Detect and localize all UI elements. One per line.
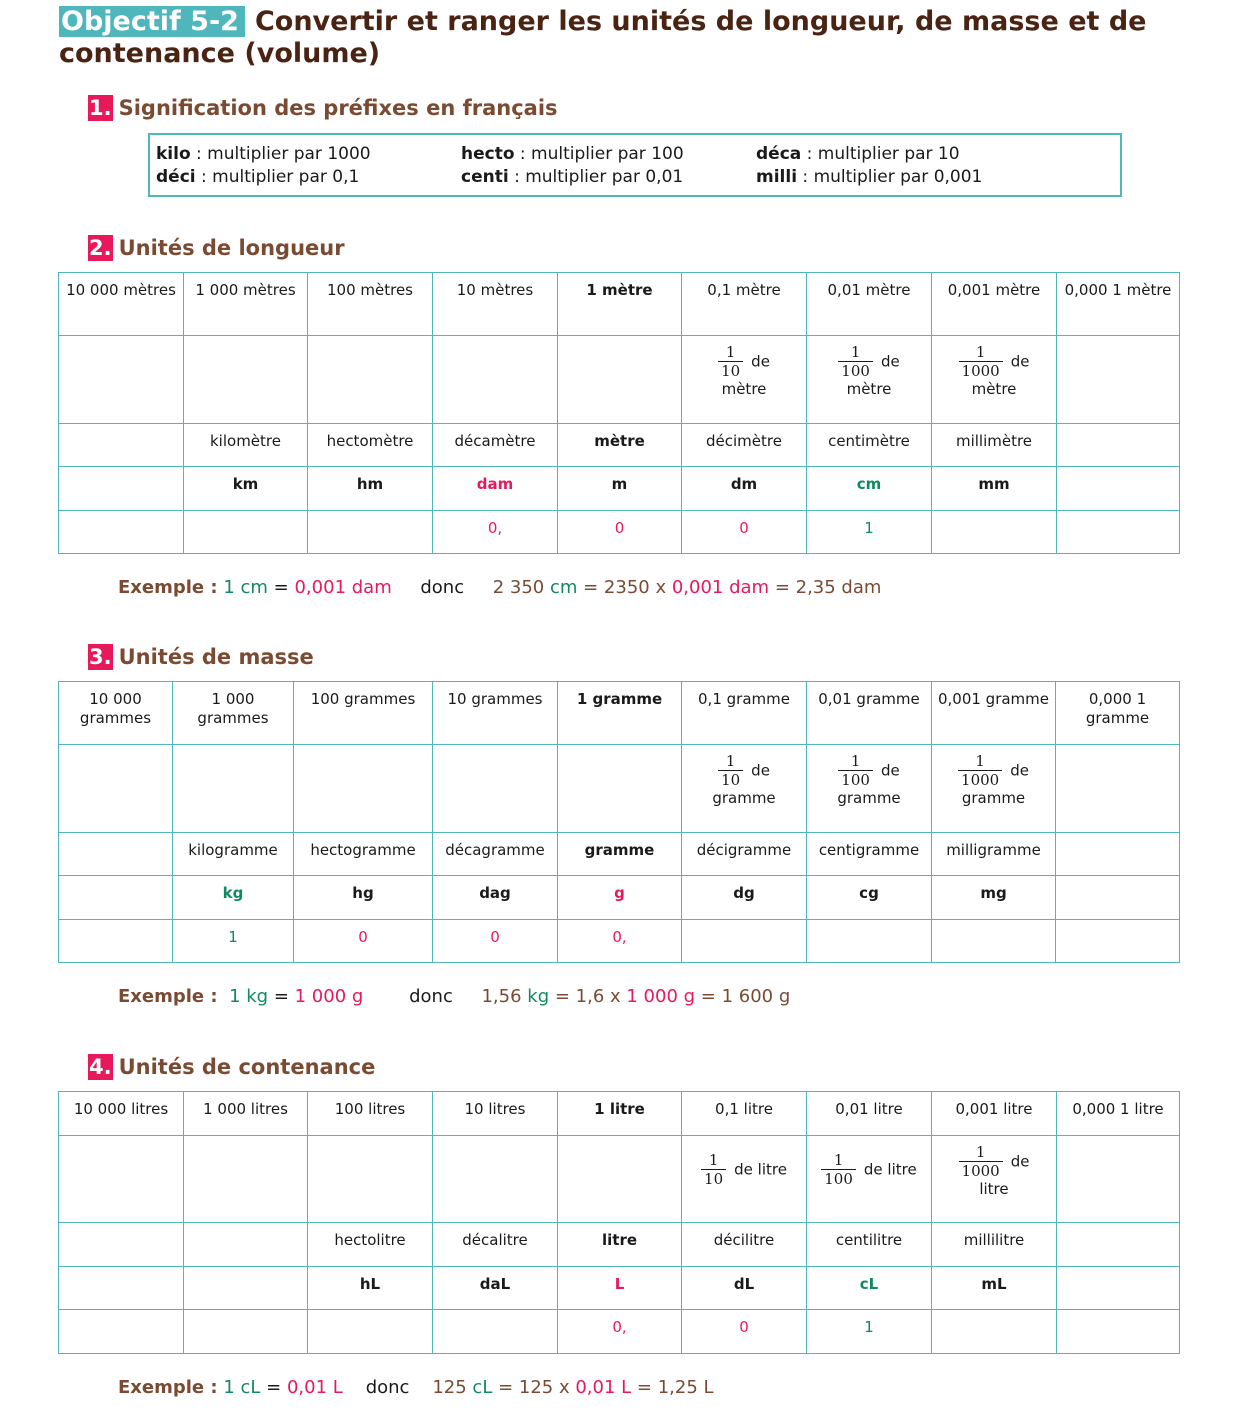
unit-name-cell: millimètre <box>932 424 1057 467</box>
unit-symbol-cell: dag <box>433 876 558 920</box>
fraction-cell: $\frac{1}{100}$ de mètre <box>807 336 932 424</box>
fraction-cell: $\frac{1}{10}$ de gramme <box>682 745 807 833</box>
unit-name-cell: milligramme <box>932 833 1056 876</box>
section-number: 4. <box>89 1055 112 1079</box>
value-cell: 100 litres <box>308 1092 433 1136</box>
digit-cell: 1 <box>807 1310 932 1354</box>
value-cell: 0,001 gramme <box>932 682 1056 745</box>
value-cell: 0,1 gramme <box>682 682 807 745</box>
value-cell: 1 litre <box>558 1092 682 1136</box>
table-row <box>59 682 1180 745</box>
unit-symbol-cell: cL <box>807 1267 932 1310</box>
table-row <box>59 1310 1180 1354</box>
table-row <box>59 1092 1180 1136</box>
unit-symbol-cell: hm <box>308 467 433 511</box>
unit-name-cell: mètre <box>558 424 682 467</box>
table-row <box>59 1223 1180 1267</box>
unit-name-cell: décagramme <box>433 833 558 876</box>
digit-cell: 1 <box>807 511 932 554</box>
value-cell: 1 000 litres <box>184 1092 308 1136</box>
example-length: Exemple : 1 cm = 0,001 dam donc 2 350 cm = 2350 x 0,001 dam = 2,35 dam <box>118 577 882 598</box>
unit-name-cell: centigramme <box>807 833 932 876</box>
value-cell: 0,000 1 litre <box>1057 1092 1180 1136</box>
digit-cell: 0 <box>294 920 433 963</box>
unit-symbol-cell: kg <box>173 876 294 920</box>
value-cell: 10 000 grammes <box>59 682 173 745</box>
unit-name-cell: kilomètre <box>184 424 308 467</box>
value-cell: 0,1 mètre <box>682 273 807 336</box>
unit-symbol-cell: cm <box>807 467 932 511</box>
digit-cell: 0, <box>558 920 682 963</box>
value-cell: 1 mètre <box>558 273 682 336</box>
fraction-cell: $\frac{1}{1000}$ de litre <box>932 1136 1057 1223</box>
value-cell: 10 mètres <box>433 273 558 336</box>
section-title: Signification des préfixes en français <box>118 96 558 120</box>
fraction-cell: $\frac{1}{100}$ de litre <box>807 1136 932 1223</box>
prefix-centi: centi : multiplier par 0,01 <box>461 167 684 187</box>
fraction-cell: $\frac{1}{100}$ de gramme <box>807 745 932 833</box>
unit-symbol-cell: g <box>558 876 682 920</box>
unit-name-cell: décalitre <box>433 1223 558 1267</box>
value-cell: 0,01 gramme <box>807 682 932 745</box>
unit-symbol-cell: mm <box>932 467 1057 511</box>
unit-symbol-cell: km <box>184 467 308 511</box>
value-cell: 100 grammes <box>294 682 433 745</box>
page-title <box>59 6 1199 70</box>
example-capacity: Exemple : 1 cL = 0,01 L donc 125 cL = 125 x 0,01 L = 1,25 L <box>118 1377 714 1398</box>
table-row <box>59 273 1180 336</box>
unit-name-cell: hectolitre <box>308 1223 433 1267</box>
table-row <box>59 467 1180 511</box>
fraction-cell: $\frac{1}{1000}$ de mètre <box>932 336 1057 424</box>
section-heading-capacity <box>88 1053 375 1081</box>
fraction-cell: $\frac{1}{10}$ de litre <box>682 1136 807 1223</box>
page-title-text: Convertir et ranger les unités de longueur, de masse et de contenance (volume) <box>59 6 1147 69</box>
unit-symbol-cell: dg <box>682 876 807 920</box>
prefix-hecto: hecto : multiplier par 100 <box>461 144 684 164</box>
unit-symbol-cell: hL <box>308 1267 433 1310</box>
fraction-cell: $\frac{1}{1000}$ de gramme <box>932 745 1056 833</box>
digit-cell: 0 <box>682 1310 807 1354</box>
unit-name-cell: gramme <box>558 833 682 876</box>
value-cell: 10 litres <box>433 1092 558 1136</box>
value-cell: 10 grammes <box>433 682 558 745</box>
unit-name-cell: centilitre <box>807 1223 932 1267</box>
value-cell: 1 gramme <box>558 682 682 745</box>
prefix-milli: milli : multiplier par 0,001 <box>756 167 983 187</box>
value-cell: 10 000 mètres <box>59 273 184 336</box>
prefix-deca: déca : multiplier par 10 <box>756 144 960 164</box>
mass-table <box>58 681 1180 963</box>
unit-name-cell: millilitre <box>932 1223 1057 1267</box>
section-title: Unités de masse <box>118 645 314 669</box>
digit-cell: 0 <box>682 511 807 554</box>
digit-cell: 1 <box>173 920 294 963</box>
prefix-box <box>148 133 1122 197</box>
unit-symbol-cell: daL <box>433 1267 558 1310</box>
unit-symbol-cell: hg <box>294 876 433 920</box>
section-heading-length <box>88 234 345 262</box>
unit-name-cell: décimètre <box>682 424 807 467</box>
digit-cell: 0 <box>558 511 682 554</box>
table-row <box>59 511 1180 554</box>
unit-symbol-cell: cg <box>807 876 932 920</box>
table-row <box>59 876 1180 920</box>
unit-name-cell: décigramme <box>682 833 807 876</box>
section-number: 3. <box>89 645 112 669</box>
unit-symbol-cell: m <box>558 467 682 511</box>
digit-cell: 0, <box>558 1310 682 1354</box>
unit-symbol-cell: mg <box>932 876 1056 920</box>
unit-name-cell: centimètre <box>807 424 932 467</box>
unit-name-cell: hectomètre <box>308 424 433 467</box>
digit-cell: 0, <box>433 511 558 554</box>
table-row <box>59 1136 1180 1223</box>
table-row <box>59 1267 1180 1310</box>
unit-name-cell: hectogramme <box>294 833 433 876</box>
value-cell: 0,01 mètre <box>807 273 932 336</box>
unit-name-cell: décamètre <box>433 424 558 467</box>
value-cell: 0,1 litre <box>682 1092 807 1136</box>
unit-name-cell: litre <box>558 1223 682 1267</box>
fraction-cell: $\frac{1}{10}$ de mètre <box>682 336 807 424</box>
prefix-deci: déci : multiplier par 0,1 <box>156 167 360 187</box>
table-row <box>59 424 1180 467</box>
section-heading-mass <box>88 643 314 671</box>
unit-symbol-cell: dam <box>433 467 558 511</box>
section-heading-prefixes <box>88 94 558 122</box>
table-row <box>59 745 1180 833</box>
unit-symbol-cell: dm <box>682 467 807 511</box>
objective-badge: Objectif 5-2 <box>59 6 245 37</box>
section-title: Unités de longueur <box>118 236 345 260</box>
length-table <box>58 272 1180 554</box>
unit-name-cell: décilitre <box>682 1223 807 1267</box>
section-number: 1. <box>89 96 112 120</box>
example-mass: Exemple : 1 kg = 1 000 g donc 1,56 kg = 1,6 x 1 000 g = 1 600 g <box>118 986 791 1007</box>
value-cell: 1 000 mètres <box>184 273 308 336</box>
value-cell: 10 000 litres <box>59 1092 184 1136</box>
value-cell: 0,000 1 gramme <box>1056 682 1180 745</box>
capacity-table <box>58 1091 1180 1354</box>
unit-symbol-cell: dL <box>682 1267 807 1310</box>
value-cell: 1 000 grammes <box>173 682 294 745</box>
prefix-kilo: kilo : multiplier par 1000 <box>156 144 371 164</box>
value-cell: 0,000 1 mètre <box>1057 273 1180 336</box>
table-row <box>59 833 1180 876</box>
table-row <box>59 920 1180 963</box>
unit-symbol-cell: mL <box>932 1267 1057 1310</box>
unit-name-cell: kilogramme <box>173 833 294 876</box>
section-number: 2. <box>89 236 112 260</box>
value-cell: 0,001 mètre <box>932 273 1057 336</box>
value-cell: 0,001 litre <box>932 1092 1057 1136</box>
section-title: Unités de contenance <box>118 1055 376 1079</box>
value-cell: 100 mètres <box>308 273 433 336</box>
unit-symbol-cell: L <box>558 1267 682 1310</box>
value-cell: 0,01 litre <box>807 1092 932 1136</box>
digit-cell: 0 <box>433 920 558 963</box>
table-row <box>59 336 1180 424</box>
